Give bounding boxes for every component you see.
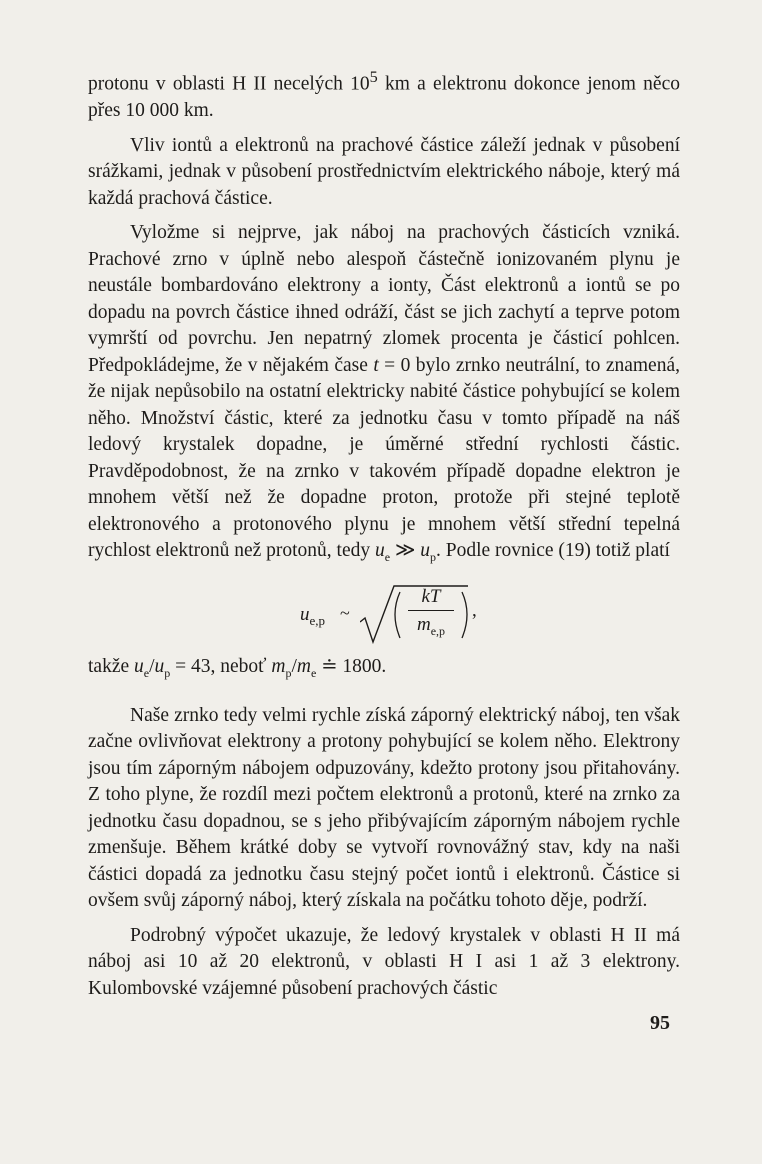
paragraph-3: Vyložme si nejprve, jak náboj na prachových částicích vzniká. Prachové zrno v úplně nebo alespoň částečně ionizovaném plynu je neustále bombardováno elektrony a ionty, Část elektronů a iontů se po dopadu na povrch částice ihned odráží, část se jich zachytí a teprve potom vymrští od povrchu. Jen nepatrný zlomek procenta je částicí pohlcen. Předpokládejme, že v nějakém čase t = 0 bylo zrnko neutrální, to znamená, že nijak nepůsobilo na ostatní elektricky nabité částice pohybující se kolem něho. Množství částic, které za jednotku času v tomto případě na náš ledový krystalek dopadne, je úměrné střední rychlosti částic. Pravděpodobnost, že na zrnko v takovém případě dopadne elektron je mnohem větší než že dopadne proton, protože při stejné teplotě elektronového a protonového plynu je mnohem větší střední tepelná rychlost elektronů než protonů, tedy $u_e$ ≫ $u_p$. Podle rovnice (19) totiž platí bbox=[88, 222, 680, 564]
paragraph-6: Podrobný výpočet ukazuje, že ledový krystalek v oblasti H II má náboj asi 10 až 20 elektronů, v oblasti H I asi 1 až 3 elektrony. Kulombovské vzájemné působení prachových částic bbox=[88, 924, 680, 999]
body-text bbox=[88, 64, 680, 1010]
proportional-sign: ~ bbox=[340, 603, 350, 624]
fraction bbox=[404, 584, 458, 639]
var-up: u bbox=[420, 540, 431, 561]
equation-lhs: $u_{e,p}$ bbox=[300, 604, 326, 629]
equation bbox=[88, 584, 680, 644]
denominator: $m_{e,p}$ bbox=[416, 614, 446, 639]
exponent: 5 bbox=[369, 68, 378, 86]
var-ue: u bbox=[375, 540, 385, 561]
numerator: kT bbox=[421, 586, 441, 608]
paragraph-1: protonu v oblasti H II necelých $10^5$ km a elektronu dokonce jenom něco přes 10 000 km. bbox=[88, 68, 680, 121]
var-t: t bbox=[373, 354, 379, 376]
paragraph-2: Vliv iontů a elektronů na prachové částice záleží jednak v působení srážkami, jednak v působení prostřednictvím elektrického náboje, který má každá prachová částice. bbox=[88, 134, 680, 209]
page-number: 95 bbox=[650, 1012, 670, 1034]
paragraph-4: takže $u_e/u_p = 43$, neboť $m_p/m_e$ ≐ 1800. bbox=[88, 656, 387, 681]
paragraph-5: Naše zrnko tedy velmi rychle získá záporný elektrický náboj, ten však začne ovlivňovat elektrony a protony pohybující se kolem něho. Elektrony jsou tím záporným nábojem odpuzovány, kdežto protony jsou přitahovány. Z toho plyne, že rozdíl mezi počtem elektronů a protonů, které na zrnko za jednotku času dopadnou, se s jeho přibývajícím záporným nábojem rychle zmenšuje. Během krátké doby se vytvoří rovnovážný stav, kdy na naši částici dopadá za jednotku času stejný počet iontů i elektronů. Částice si ovšem svůj záporný náboj, který získala na počátku tohoto děje, podrží. bbox=[88, 704, 680, 912]
equation-comma: , bbox=[472, 600, 477, 622]
